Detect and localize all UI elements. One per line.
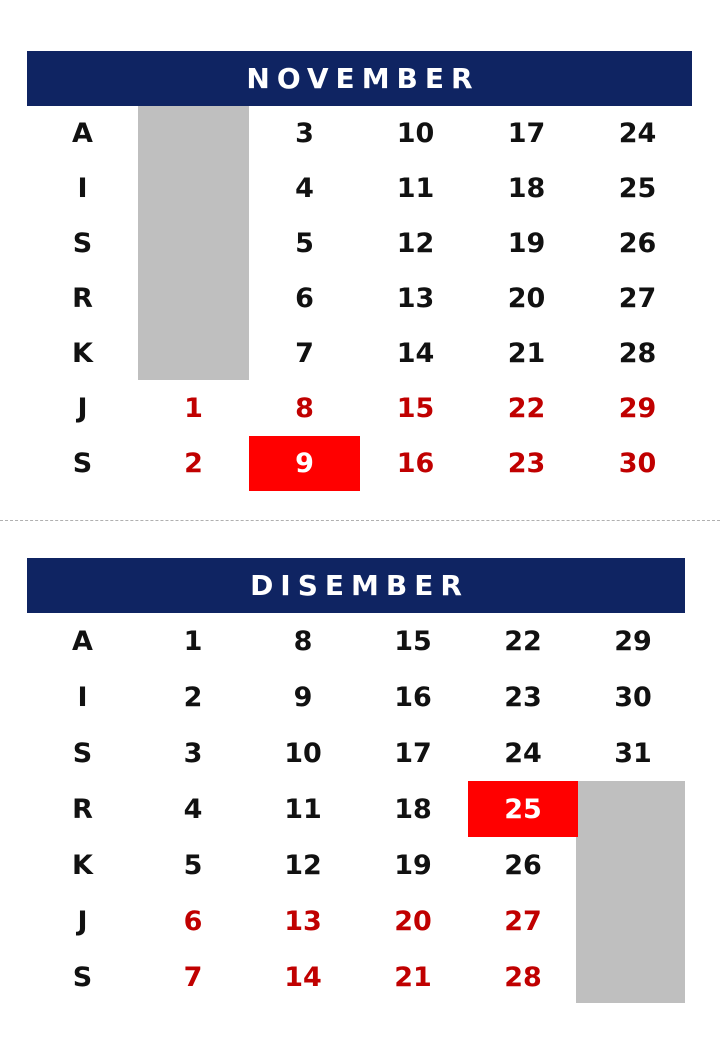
day-cell: 10 [396,118,435,149]
day-cell: 2 [183,681,203,713]
day-cell: 12 [396,228,435,259]
weekday-label: R [72,283,93,314]
day-cell: 26 [504,849,542,881]
day-cell: 28 [618,338,657,369]
weekday-label: K [72,338,93,369]
day-cell: 31 [614,737,652,769]
day-cell: 9 [293,681,313,713]
day-cell: 25 [618,173,657,204]
day-cell: 19 [394,849,432,881]
day-cell: 24 [504,737,542,769]
day-cell: 8 [295,393,314,424]
weekday-label: J [77,905,88,937]
day-cell: 4 [295,173,314,204]
day-cell: 20 [507,283,546,314]
day-cell: 8 [293,625,313,657]
weekday-label: A [72,625,93,657]
day-cell: 16 [396,448,435,479]
empty-days-block [138,106,249,380]
day-cell: 23 [507,448,546,479]
day-cell: 12 [284,849,322,881]
day-cell: 22 [504,625,542,657]
day-cell: 19 [507,228,546,259]
day-cell: 11 [396,173,435,204]
weekday-label: S [72,737,93,769]
day-cell: 22 [507,393,546,424]
day-cell: 24 [618,118,657,149]
day-cell: 23 [504,681,542,713]
day-cell: 17 [507,118,546,149]
day-cell: 4 [183,793,203,825]
day-cell: 30 [614,681,652,713]
holiday-day-cell: 25 [468,781,578,837]
day-cell: 16 [394,681,432,713]
holiday-day-cell: 9 [249,436,360,491]
day-cell: 17 [394,737,432,769]
day-cell: 13 [396,283,435,314]
day-cell: 21 [394,961,432,993]
month-title: NOVEMBER [27,51,692,106]
weekday-label: R [72,793,93,825]
day-cell: 1 [183,625,203,657]
day-cell: 30 [618,448,657,479]
day-cell: 10 [284,737,322,769]
day-cell: 14 [396,338,435,369]
day-cell: 27 [618,283,657,314]
day-cell: 7 [183,961,203,993]
day-cell: 28 [504,961,542,993]
weekday-label: S [72,961,93,993]
weekday-label: I [77,681,88,713]
day-cell: 7 [295,338,314,369]
day-cell: 20 [394,905,432,937]
day-cell: 14 [284,961,322,993]
day-cell: 5 [295,228,314,259]
day-cell: 5 [183,849,203,881]
weekday-label: J [77,393,88,424]
day-cell: 6 [183,905,203,937]
day-cell: 15 [396,393,435,424]
weekday-label: I [77,173,88,204]
weekday-label: S [72,448,93,479]
day-cell: 29 [618,393,657,424]
month-title: DISEMBER [27,558,685,613]
day-cell: 26 [618,228,657,259]
day-cell: 27 [504,905,542,937]
month-divider [0,520,720,521]
day-cell: 21 [507,338,546,369]
day-cell: 3 [183,737,203,769]
day-cell: 29 [614,625,652,657]
weekday-label: A [72,118,93,149]
weekday-label: K [72,849,93,881]
day-cell: 13 [284,905,322,937]
day-cell: 15 [394,625,432,657]
day-cell: 1 [184,393,203,424]
day-cell: 3 [295,118,314,149]
empty-days-block [576,781,685,1003]
day-cell: 6 [295,283,314,314]
day-cell: 18 [394,793,432,825]
day-cell: 2 [184,448,203,479]
weekday-label: S [72,228,93,259]
day-cell: 11 [284,793,322,825]
day-cell: 18 [507,173,546,204]
